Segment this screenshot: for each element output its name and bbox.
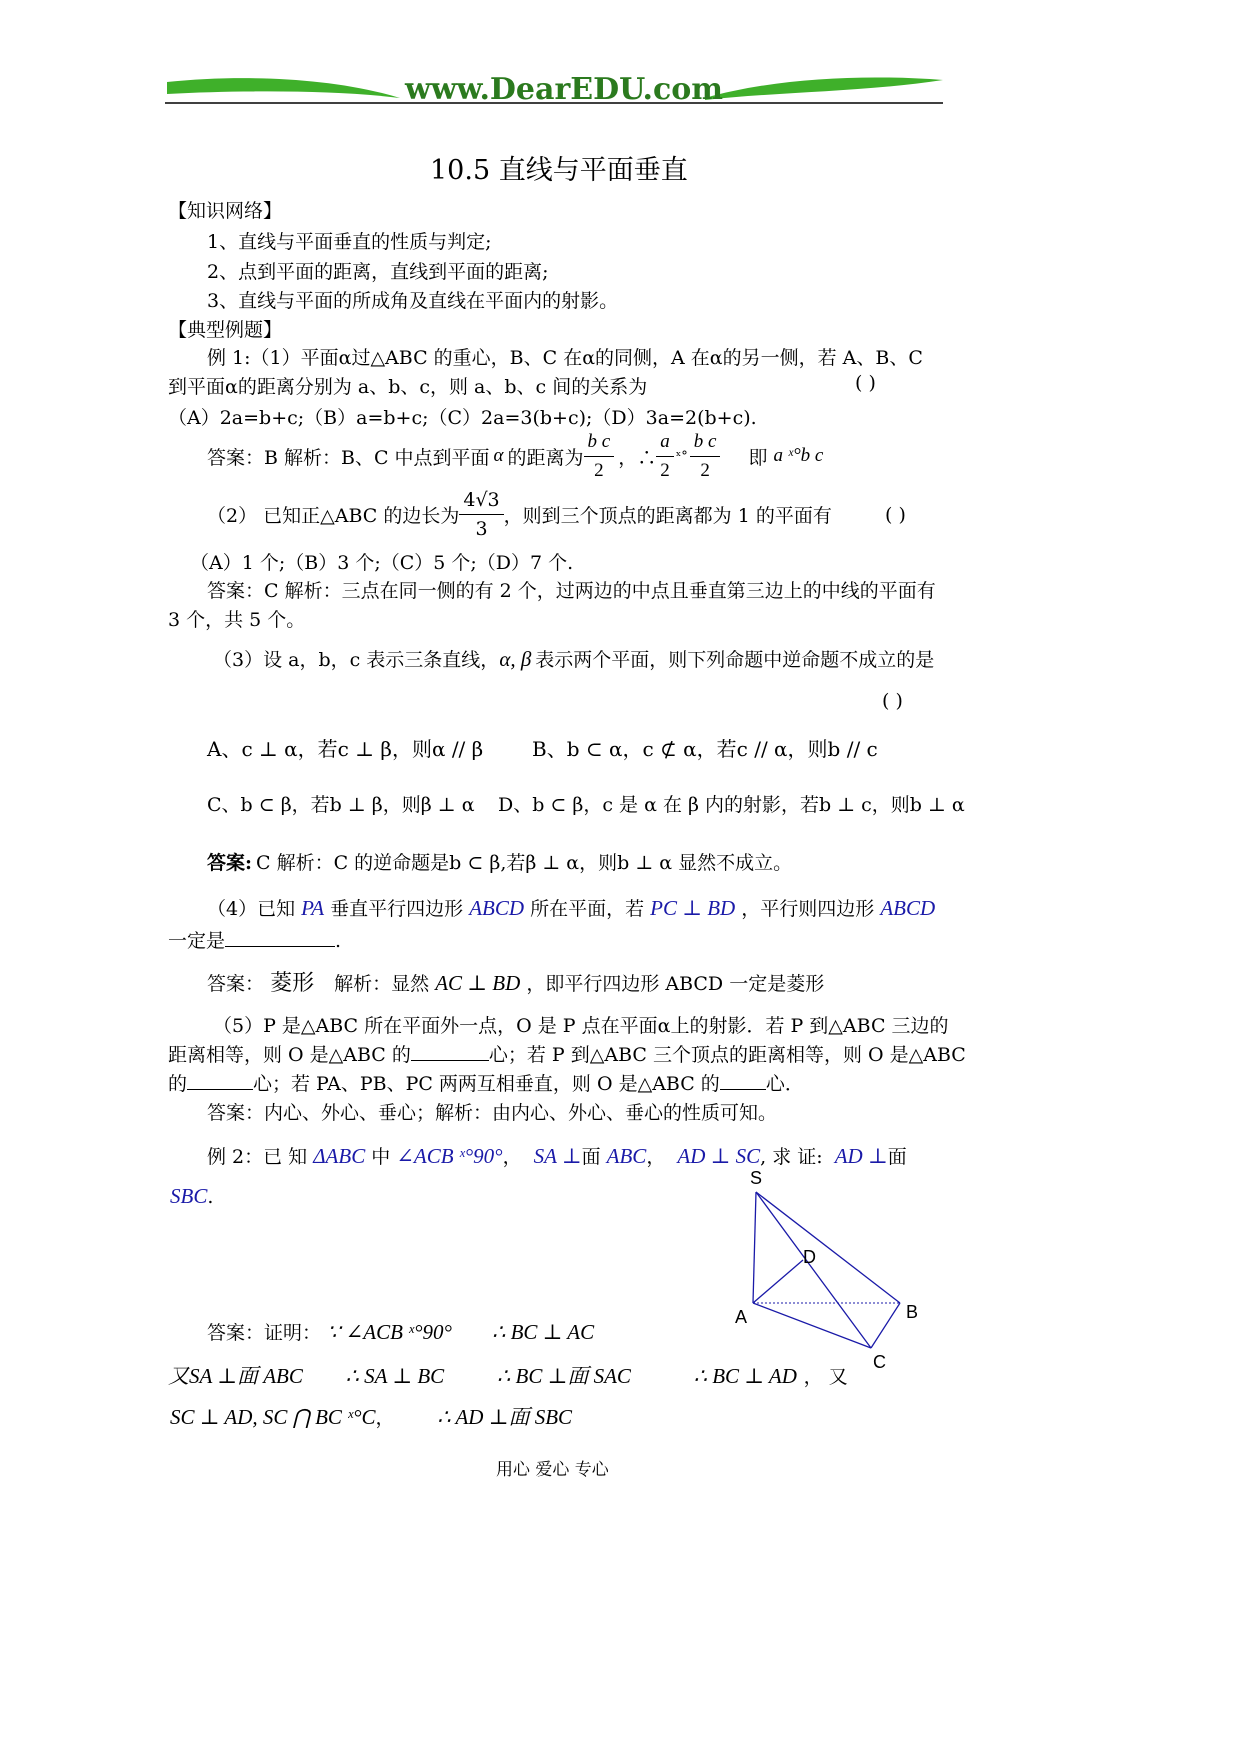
knowledge-item: 3、直线与平面的所成角及直线在平面内的射影。	[207, 290, 619, 312]
ex1-p2-answer-l1: 答案：C 解析：三点在同一侧的有 2 个，过两边的中点且垂直第三边上的中线的平面有	[207, 580, 936, 602]
ex1-p3-paren: ( )	[882, 690, 903, 712]
section-examples: 【典型例题】	[168, 319, 283, 341]
period: .	[335, 930, 342, 952]
ex1-p3-answer-text: C 解析：C 的逆命题是b ⊂ β,若β ⊥ α，则b ⊥ α 显然不成立。	[256, 852, 793, 874]
ex1-p5-l2b: 心；若 P 到△ABC 三个顶点的距离相等，则 O 是△ABC	[488, 1044, 966, 1066]
fraction	[584, 428, 615, 485]
ex2-dot: .	[207, 1186, 214, 1208]
ex2-abc: ABC	[606, 1144, 647, 1168]
label-b: B	[906, 1302, 919, 1322]
ex1-p1-paren: ( )	[855, 372, 876, 394]
section-knowledge: 【知识网络】	[168, 200, 283, 222]
ex1-p1-line2: 到平面α的距离分别为 a、b、c，则 a、b、c 间的关系为	[168, 376, 648, 398]
ex1-p5-l2a: 距离相等，则 O 是△ABC 的	[168, 1044, 411, 1066]
proof-pre: 答案：证明：	[207, 1322, 322, 1344]
proof-l2-d: ∴ BC ⊥ AD	[693, 1364, 797, 1388]
answer-word: 菱形	[270, 971, 315, 996]
proof-l2-a: 又SA ⊥面 ABC	[168, 1364, 303, 1388]
fraction-den: 3	[475, 517, 488, 540]
ex1-p1-tail: 即	[748, 446, 768, 469]
abcd-math: ABCD	[469, 896, 525, 920]
ex1-p1-therefore: ，∴	[618, 446, 657, 469]
fraction-num: b c	[584, 428, 615, 457]
ex1-p1-line1: 例 1:（1）平面α过△ABC 的重心，B、C 在α的同侧，A 在α的另一侧，若 A、B、C	[207, 347, 923, 369]
label-c: C	[873, 1352, 886, 1372]
abcd-math: ABCD	[880, 896, 936, 920]
ex1-p4-line2-text: 一定是	[168, 930, 226, 952]
ex1-p3-option-b: B、b ⊂ α，c ⊄ α，若c // α，则b // c	[532, 737, 878, 761]
logo-text: www.DearEDU.com	[405, 72, 724, 107]
proof-l3-b: ，	[375, 1407, 395, 1429]
ex1-p5-line2	[168, 1040, 966, 1067]
ex2-qiuzheng: , 求 证:	[760, 1146, 823, 1168]
label-s: S	[750, 1168, 763, 1188]
proof-l1-b: ∴ BC ⊥ AC	[491, 1320, 595, 1344]
fraction-num: b c	[690, 428, 721, 457]
edge-sb	[756, 1192, 900, 1303]
ex1-p4-line2	[168, 926, 341, 953]
fraction-den: 2	[594, 459, 604, 481]
ex1-p2-pre: （2） 已知正△ABC 的边长为	[207, 504, 460, 527]
ex1-p4-answer-pre: 答案：	[207, 973, 265, 995]
fraction-den: 2	[660, 459, 670, 481]
page-title: 10.5 直线与平面垂直	[430, 155, 688, 186]
ex1-p4-mid1: 垂直平行四边形	[330, 898, 464, 920]
ex1-p3-pre: （3）设 a，b，c 表示三条直线，	[213, 649, 500, 671]
ex1-p3-option-d: D、b ⊂ β，c 是 α 在 β 内的射影，若b ⊥ c，则b ⊥ α	[498, 794, 965, 816]
page-footer: 用心 爱心 专心	[496, 1460, 609, 1480]
ex1-p5-line3	[168, 1069, 804, 1096]
ex1-p5-l3b: 心；若 PA、PB、PC 两两互相垂直，则 O 是△ABC 的	[253, 1073, 720, 1095]
proof-l3-a: SC ⊥ AD, SC ⋂ BC ˣ°C	[170, 1405, 376, 1429]
ex1-p1-answer-mid: 的距离为	[507, 446, 584, 469]
ex2-angle: ∠ACB ˣ°90°	[396, 1144, 503, 1168]
ex1-p1-tail-math: a ˣ°b c	[773, 445, 824, 466]
fraction-num: a	[656, 428, 674, 457]
ex2-pre: 例 2：已 知	[207, 1146, 308, 1168]
header-logo	[165, 70, 945, 110]
ex1-p3-post: 表示两个平面，则下列命题中逆命题不成立的是	[535, 649, 935, 671]
ex1-p3-math: α, β	[499, 647, 532, 671]
ex1-p3-option-c: C、b ⊂ β，若b ⊥ β，则β ⊥ α	[207, 794, 475, 816]
ex1-p4-question	[207, 894, 935, 921]
ex2-line2	[170, 1184, 213, 1209]
ex2-proof-l2	[168, 1360, 848, 1390]
label-a: A	[735, 1307, 748, 1327]
edge-sc	[756, 1192, 871, 1348]
ex2-mian2: 面	[887, 1146, 907, 1168]
ex2-proof-l1	[207, 1318, 594, 1345]
answer-blank[interactable]	[411, 1042, 489, 1061]
ex2-proof-l3	[170, 1401, 572, 1431]
answer-blank[interactable]	[225, 928, 335, 947]
answer-blank[interactable]	[187, 1071, 253, 1090]
proof-l2-c: ∴ BC ⊥面 SAC	[496, 1364, 631, 1388]
ex1-p5-l3a: 的	[168, 1073, 188, 1095]
ex1-p4-pre: （4）已知	[207, 898, 296, 920]
proof-l2-b: ∴ SA ⊥ BC	[345, 1364, 445, 1388]
proof-l2-e: ， 又	[803, 1366, 848, 1388]
edge-sa	[753, 1192, 756, 1303]
ex2-sep: ，	[502, 1146, 522, 1168]
ex1-p5-l3c: 心．	[765, 1073, 804, 1095]
ex1-p2-paren: ( )	[885, 504, 906, 526]
ex1-p1-eq: ˣ°	[675, 448, 688, 464]
ex2-ad2: AD ⊥	[834, 1144, 888, 1168]
answer-blank[interactable]	[720, 1071, 766, 1090]
ex1-p3-answer	[207, 848, 792, 875]
ex1-p1-answer-pre: 答案：B 解析：B、C 中点到平面	[207, 446, 490, 469]
ex1-p2-question	[207, 484, 832, 544]
ex1-p4-mid3: ，平行则四边形	[741, 898, 875, 920]
ex2-zhong: 中	[371, 1146, 391, 1168]
pa-math: PA	[301, 896, 325, 920]
ex1-p2-options: （A）1 个;（B）3 个;（C）5 个;（D）7 个.	[190, 552, 574, 574]
knowledge-item: 1、直线与平面垂直的性质与判定;	[207, 231, 492, 253]
ex1-p4-answer-tail: ，即平行四边形 ABCD 一定是菱形	[526, 973, 825, 995]
edge-ac	[753, 1303, 871, 1348]
fraction	[459, 486, 503, 543]
alpha-symbol: α	[493, 445, 504, 466]
ex2-sbc: SBC	[170, 1184, 208, 1208]
fraction-den: 2	[700, 459, 710, 481]
ex2-ad: AD ⊥ SC	[677, 1144, 761, 1168]
ex2-tri: ΔABC	[313, 1144, 366, 1168]
cond-math: PC ⊥ BD	[650, 896, 736, 920]
label-d: D	[803, 1247, 816, 1267]
answer-label: 答案:	[207, 852, 253, 874]
ex1-p3-option-a: A、c ⊥ α，若c ⊥ β，则α // β	[207, 737, 484, 761]
knowledge-item: 2、点到平面的距离，直线到平面的距离;	[207, 261, 549, 283]
ex1-p1-answer	[207, 425, 823, 487]
proof-l1-a: ∵ ∠ACB ˣ°90°	[327, 1320, 452, 1344]
ex1-p3-question	[213, 645, 934, 672]
ex1-p4-mid2: 所在平面，若	[530, 898, 645, 920]
ex1-p1-options: （A）2a=b+c;（B）a=b+c;（C）2a=3(b+c);（D）3a=2(b+c).	[168, 407, 757, 429]
ex1-p5-answer: 答案：内心、外心、垂心；解析：由内心、外心、垂心的性质可知。	[207, 1102, 778, 1124]
fraction-num: 4√3	[459, 486, 503, 515]
ex2-mian1: 面	[581, 1146, 601, 1168]
proof-l3-c: ∴ AD ⊥面 SBC	[437, 1405, 573, 1429]
ex1-p2-answer-l2: 3 个，共 5 个。	[168, 609, 306, 631]
edge-bc	[871, 1303, 900, 1348]
ex1-p4-answer-math: AC ⊥ BD	[435, 971, 521, 995]
ex1-p2-post: ，则到三个顶点的距离都为 1 的平面有	[503, 504, 832, 527]
ex1-p4-answer	[207, 966, 824, 997]
ex1-p5-line1: （5）P 是△ABC 所在平面外一点，O 是 P 点在平面α上的射影．若 P 到△ABC 三边的	[213, 1015, 949, 1037]
ex2-sep2: ，	[646, 1146, 666, 1168]
edge-ad	[753, 1260, 803, 1303]
ex2-sa: SA ⊥	[533, 1144, 582, 1168]
fraction	[656, 428, 674, 485]
geometry-figure	[728, 1160, 928, 1380]
ex1-p4-answer-post: 解析：显然	[334, 973, 430, 995]
fraction	[690, 428, 721, 485]
